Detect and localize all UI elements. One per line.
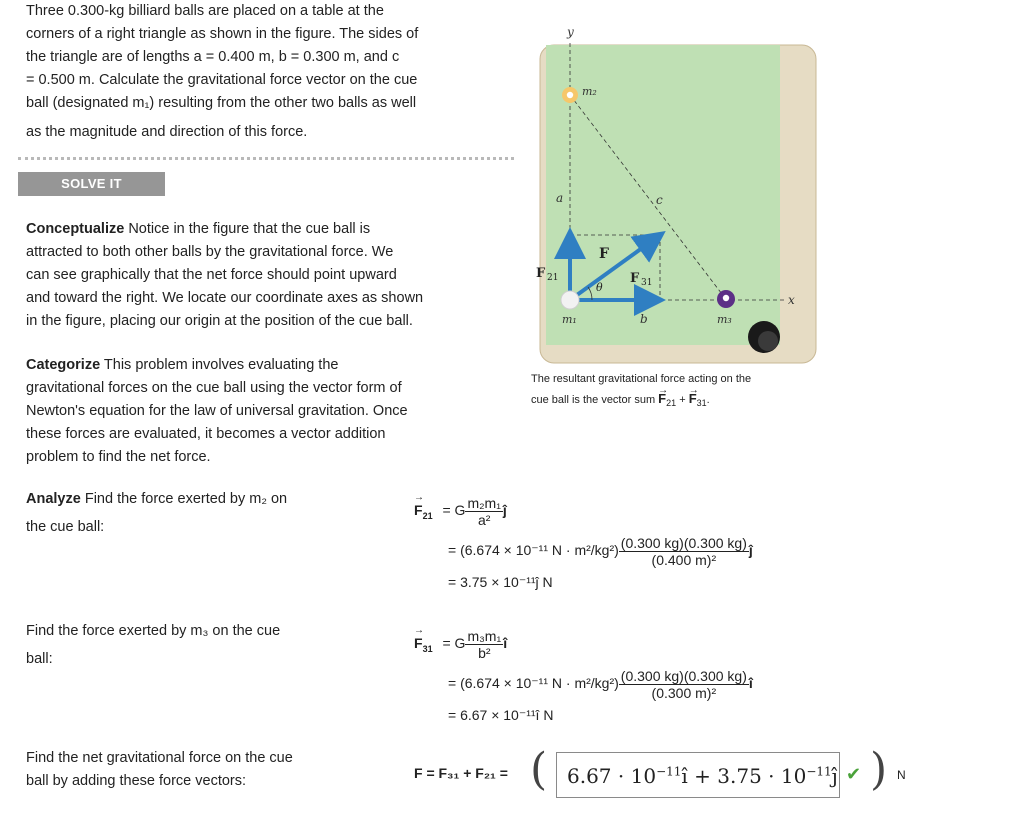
net-force-lhs: F = F₃₁ + F₂₁ =: [414, 765, 508, 781]
categorize-line: problem to find the net force.: [26, 449, 211, 465]
conceptualize-line: attracted to both other balls by the gravitational force. We: [26, 244, 394, 260]
step2-section: [26, 620, 366, 671]
f21-label: F: [536, 266, 546, 281]
fraction-denominator: a²: [477, 512, 491, 528]
f31-label: F: [630, 271, 640, 286]
fraction-denominator: b²: [478, 645, 491, 661]
statement-line: the triangle are of lengths a = 0.400 m, b = 0.300 m, and c: [26, 49, 400, 65]
fraction-numerator: (0.300 kg)(0.300 kg): [620, 668, 747, 684]
fraction: [465, 495, 502, 528]
statement-line: corners of a right triangle as shown in the figure. The sides of: [26, 26, 419, 42]
caption-f31: → F: [689, 391, 697, 406]
categorize-heading: Categorize: [26, 357, 101, 373]
caption-f21: → F: [658, 391, 666, 406]
y-axis-label: y: [567, 25, 574, 39]
open-paren: (: [530, 744, 548, 795]
checkmark-icon: ✔: [846, 764, 862, 784]
section-divider: [18, 157, 514, 160]
caption-text: cue ball is the vector sum: [531, 394, 659, 406]
fraction-denominator: (0.300 m)²: [651, 685, 717, 701]
statement-line: = 0.500 m. Calculate the gravitational force vector on the cue: [26, 72, 418, 88]
equals-g: = G: [442, 635, 466, 652]
categorize-line: gravitational forces on the cue ball using the vector form of: [26, 380, 402, 396]
fraction-numerator: m₂m₁: [467, 495, 501, 511]
f31-label-sub: 31: [641, 278, 653, 288]
unit-vector: î: [503, 635, 508, 652]
answer-coef-a: 6.67 · 10: [567, 764, 657, 788]
fraction-numerator: m₃m₁: [467, 628, 502, 644]
f21-symbol: → F: [414, 502, 423, 518]
side-b-label: b: [640, 312, 648, 326]
unit-vector: î: [748, 675, 753, 692]
analyze-section: [26, 488, 366, 539]
step3-line: ball by adding these force vectors:: [26, 773, 247, 789]
equation-f21-result: = 3.75 × 10⁻¹¹ĵ N: [448, 574, 553, 590]
categorize-line: these forces are evaluated, it becomes a vector addition: [26, 426, 386, 442]
caption-line: [531, 389, 811, 413]
fraction: [465, 628, 503, 661]
equation-f21: [414, 495, 507, 528]
caption-f21-sub: 21: [666, 398, 677, 409]
problem-statement: [26, 0, 506, 144]
analyze-line: Find the force exerted by m₂ on: [80, 491, 288, 507]
f21-label-sub: 21: [547, 273, 559, 283]
caption-f31-sub: 31: [696, 398, 707, 409]
f31-subscript: 31: [422, 644, 433, 654]
conceptualize-line: Notice in the figure that the cue ball is: [124, 221, 371, 237]
cue-ball-m1: [561, 291, 579, 309]
equation-f31: [414, 628, 507, 661]
side-a-label: a: [556, 191, 564, 205]
constant-term: = (6.674 × 10⁻¹¹ N · m²/kg²): [448, 675, 619, 692]
caption-plus: +: [676, 394, 689, 406]
conceptualize-line: can see graphically that the net force should point upward: [26, 267, 397, 283]
f21-subscript: 21: [422, 511, 433, 521]
ball-m3-spot: [723, 295, 729, 301]
m3-label: m₃: [717, 313, 732, 326]
fraction-numerator: (0.300 kg)(0.300 kg): [620, 535, 747, 551]
conceptualize-section: [26, 218, 506, 333]
side-c-label: c: [656, 193, 663, 207]
step2-line: Find the force exerted by m₃ on the cue: [26, 623, 281, 639]
answer-exp-a: −11: [656, 764, 682, 779]
solve-it-header: SOLVE IT: [18, 172, 165, 196]
answer-input[interactable]: [556, 752, 840, 798]
caption-line: The resultant gravitational force acting on the: [531, 373, 752, 385]
categorize-section: [26, 354, 506, 469]
m1-label: m₁: [562, 313, 577, 326]
fraction-denominator: (0.400 m)²: [651, 552, 717, 568]
analyze-heading: Analyze: [26, 491, 81, 507]
answer-term-b: î + 3.75 · 10: [681, 764, 807, 788]
conceptualize-line: in the figure, placing our origin at the position of the cue ball.: [26, 313, 413, 329]
categorize-line: This problem involves evaluating the: [100, 357, 339, 373]
f31-symbol: → F: [414, 635, 423, 651]
answer-exp-b: −11: [806, 764, 832, 779]
close-paren: ): [870, 744, 888, 795]
analyze-line: the cue ball:: [26, 519, 105, 535]
equation-f21-line2: [448, 535, 753, 568]
equals-g: = G: [442, 502, 466, 519]
step3-section: [26, 747, 366, 793]
fraction: [619, 535, 749, 568]
statement-line: ball (designated m₁) resulting from the other two balls as well: [26, 95, 417, 111]
step3-line: Find the net gravitational force on the cue: [26, 750, 293, 766]
conceptualize-line: and toward the right. We locate our coordinate axes as shown: [26, 290, 424, 306]
answer-value: [567, 764, 838, 788]
fraction: [619, 668, 749, 701]
caption-end: .: [706, 394, 710, 406]
net-force-unit: N: [897, 768, 906, 782]
m2-label: m₂: [582, 85, 597, 98]
constant-term: = (6.674 × 10⁻¹¹ N · m²/kg²): [448, 542, 619, 559]
ball-m2-spot: [567, 92, 573, 98]
conceptualize-heading: Conceptualize: [26, 221, 125, 237]
billiard-figure: [520, 15, 820, 365]
statement-line: Three 0.300-kg billiard balls are placed on a table at the: [26, 3, 384, 19]
step2-line: ball:: [26, 651, 53, 667]
x-axis-label: x: [788, 293, 795, 307]
equation-f31-line2: [448, 668, 753, 701]
theta-label: θ: [596, 281, 603, 294]
unit-vector: ĵ: [748, 542, 753, 559]
f-net-label: F: [599, 246, 609, 262]
pocket-inner: [758, 331, 778, 351]
figure-caption: [531, 369, 811, 413]
statement-line: as the magnitude and direction of this force.: [26, 124, 308, 140]
unit-vector: ĵ: [502, 502, 507, 519]
answer-unit-j: ĵ: [831, 764, 838, 788]
categorize-line: Newton's equation for the law of universal gravitation. Once: [26, 403, 408, 419]
equation-f31-result: = 6.67 × 10⁻¹¹î N: [448, 707, 554, 723]
